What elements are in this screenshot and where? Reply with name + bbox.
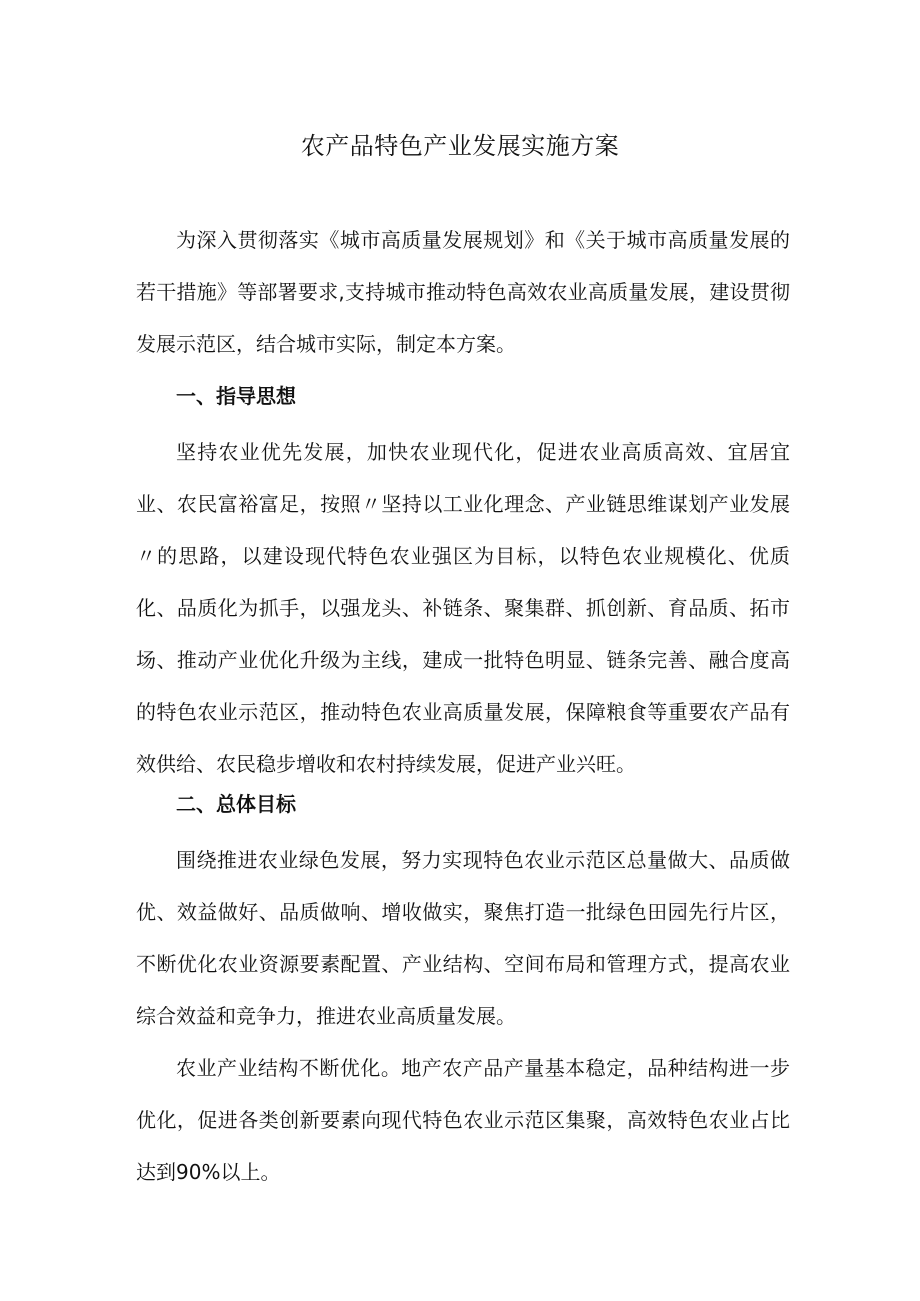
section-heading-overall-goals: 二、总体目标 bbox=[176, 792, 296, 816]
industry-structure-paragraph: 农业产业结构不断优化。地产农产品产量基本稳定，品种结构进一步优化，促进各类创新要素向现代特色农业示范区集聚，高效特色农业占比达到90%以上。 bbox=[136, 1056, 790, 1184]
guiding-ideology-paragraph: 坚持农业优先发展，加快农业现代化，促进农业高质高效、宜居宜业、农民富裕富足，按照〃坚持以工业化理念、产业链思维谋划产业发展〃的思路，以建设现代特色农业强区为目标，以特色农业规模化、优质化、品质化为抓手，以强龙头、补链条、聚集群、抓创新、育品质、拓市场、推动产业优化升级为主线，建成一批特色明显、链条完善、融合度高的特色农业示范区，推动特色农业高质量发展，保障粮食等重要农产品有效供给、农民稳步增收和农村持续发展，促进产业兴旺。 bbox=[136, 440, 790, 776]
overall-goals-paragraph: 围绕推进农业绿色发展，努力实现特色农业示范区总量做大、品质做优、效益做好、品质做响、增收做实，聚焦打造一批绿色田园先行片区，不断优化农业资源要素配置、产业结构、空间布局和管理方式，提高农业综合效益和竞争力，推进农业高质量发展。 bbox=[136, 848, 790, 1028]
intro-paragraph: 为深入贯彻落实《城市高质量发展规划》和《关于城市高质量发展的若干措施》等部署要求,支持城市推动特色高效农业高质量发展，建设贯彻发展示范区，结合城市实际，制定本方案。 bbox=[136, 228, 790, 356]
document-title: 农产品特色产业发展实施方案 bbox=[300, 132, 620, 160]
section-heading-guiding-ideology: 一、指导思想 bbox=[176, 384, 296, 408]
